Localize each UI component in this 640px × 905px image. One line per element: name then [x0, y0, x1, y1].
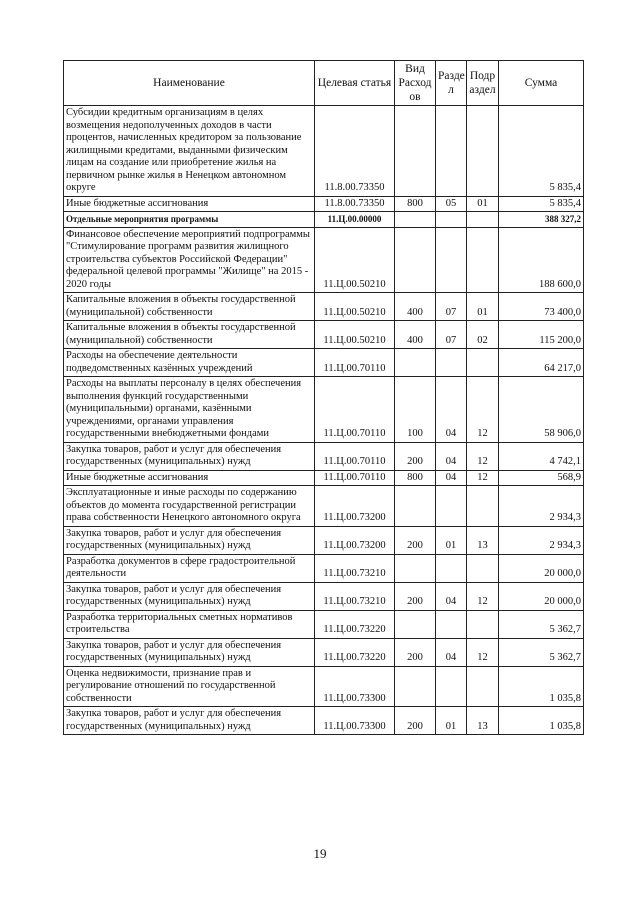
row-sum: 2 934,3	[499, 486, 584, 527]
header-target: Целевая статья	[315, 61, 395, 106]
row-vid	[395, 106, 436, 197]
table-row	[64, 442, 584, 470]
row-name: Разработка документов в сфере градостроительной деятельности	[64, 554, 315, 582]
header-name: Наименование	[64, 61, 315, 106]
row-name: Разработка территориальных сметных нормативов строительства	[64, 610, 315, 638]
row-podrazdel: 02	[467, 321, 499, 349]
table-row	[64, 610, 584, 638]
row-sum: 5 362,7	[499, 610, 584, 638]
row-target: 11.Ц.00.50210	[315, 321, 395, 349]
row-podrazdel: 12	[467, 442, 499, 470]
row-target: 11.Ц.00.70110	[315, 442, 395, 470]
row-vid	[395, 554, 436, 582]
row-razdel	[436, 554, 467, 582]
row-vid: 200	[395, 707, 436, 735]
row-sum: 5 362,7	[499, 638, 584, 666]
row-razdel: 04	[436, 470, 467, 486]
row-name: Расходы на выплаты персоналу в целях обеспечения выполнения функций государственными (муниципальными) органами, казёнными учреждениями, органами управления государственными внебюджетными фондами	[64, 377, 315, 443]
row-vid: 800	[395, 196, 436, 212]
table-row	[64, 227, 584, 293]
row-name: Капитальные вложения в объекты государственной (муниципальной) собственности	[64, 293, 315, 321]
row-vid	[395, 666, 436, 707]
row-target: 11.Ц.00.70110	[315, 349, 395, 377]
row-name: Отдельные мероприятия программы	[64, 212, 315, 228]
row-razdel	[436, 106, 467, 197]
row-podrazdel: 12	[467, 638, 499, 666]
row-vid: 200	[395, 638, 436, 666]
row-name: Оценка недвижимости, признание прав и регулирование отношений по государственной собственности	[64, 666, 315, 707]
row-sum: 58 906,0	[499, 377, 584, 443]
row-vid: 200	[395, 526, 436, 554]
table-row	[64, 321, 584, 349]
row-target: 11.8.00.73350	[315, 196, 395, 212]
table-row	[64, 196, 584, 212]
row-sum: 188 600,0	[499, 227, 584, 293]
row-vid: 800	[395, 470, 436, 486]
header-vid: Вид Расход ов	[395, 61, 436, 106]
header-razdel: Разде л	[436, 61, 467, 106]
budget-table	[63, 60, 584, 735]
row-target: 11.8.00.73350	[315, 106, 395, 197]
row-razdel	[436, 349, 467, 377]
table-header-row	[64, 61, 584, 106]
row-vid: 100	[395, 377, 436, 443]
row-name: Иные бюджетные ассигнования	[64, 470, 315, 486]
row-razdel: 01	[436, 526, 467, 554]
table-row	[64, 486, 584, 527]
table-row	[64, 377, 584, 443]
row-podrazdel: 01	[467, 293, 499, 321]
table-row-section	[64, 212, 584, 228]
table-row	[64, 526, 584, 554]
row-target: 11.Ц.00.73200	[315, 486, 395, 527]
row-sum: 73 400,0	[499, 293, 584, 321]
row-podrazdel	[467, 554, 499, 582]
table-row	[64, 638, 584, 666]
row-target: 11.Ц.00.70110	[315, 470, 395, 486]
row-name: Закупка товаров, работ и услуг для обеспечения государственных (муниципальных) нужд	[64, 707, 315, 735]
row-target: 11.Ц.00.73300	[315, 666, 395, 707]
row-sum: 5 835,4	[499, 106, 584, 197]
table-body	[64, 106, 584, 735]
row-target: 11.Ц.00.00000	[315, 212, 395, 228]
row-podrazdel: 13	[467, 526, 499, 554]
row-razdel: 04	[436, 442, 467, 470]
row-podrazdel	[467, 610, 499, 638]
row-vid: 400	[395, 321, 436, 349]
table-row	[64, 293, 584, 321]
row-vid: 200	[395, 442, 436, 470]
row-razdel	[436, 486, 467, 527]
header-sum: Сумма	[499, 61, 584, 106]
row-podrazdel: 01	[467, 196, 499, 212]
row-vid	[395, 486, 436, 527]
table-row	[64, 554, 584, 582]
row-target: 11.Ц.00.73300	[315, 707, 395, 735]
row-podrazdel	[467, 212, 499, 228]
row-name: Закупка товаров, работ и услуг для обеспечения государственных (муниципальных) нужд	[64, 638, 315, 666]
row-razdel	[436, 227, 467, 293]
row-podrazdel	[467, 666, 499, 707]
row-target: 11.Ц.00.73220	[315, 638, 395, 666]
row-sum: 1 035,8	[499, 707, 584, 735]
row-name: Закупка товаров, работ и услуг для обеспечения государственных (муниципальных) нужд	[64, 442, 315, 470]
row-podrazdel: 13	[467, 707, 499, 735]
table-row	[64, 582, 584, 610]
row-razdel: 07	[436, 293, 467, 321]
row-name: Закупка товаров, работ и услуг для обеспечения государственных (муниципальных) нужд	[64, 526, 315, 554]
row-target: 11.Ц.00.73210	[315, 554, 395, 582]
row-target: 11.Ц.00.70110	[315, 377, 395, 443]
row-vid	[395, 610, 436, 638]
row-vid	[395, 349, 436, 377]
table-row	[64, 666, 584, 707]
row-razdel: 01	[436, 707, 467, 735]
row-razdel: 05	[436, 196, 467, 212]
row-sum: 4 742,1	[499, 442, 584, 470]
row-vid: 400	[395, 293, 436, 321]
row-razdel: 04	[436, 638, 467, 666]
row-podrazdel: 12	[467, 582, 499, 610]
row-sum: 5 835,4	[499, 196, 584, 212]
row-vid: 200	[395, 582, 436, 610]
row-podrazdel	[467, 486, 499, 527]
page-number: 19	[313, 846, 327, 861]
row-vid	[395, 212, 436, 228]
row-razdel	[436, 212, 467, 228]
row-name: Капитальные вложения в объекты государственной (муниципальной) собственности	[64, 321, 315, 349]
header-podrazdel: Подр аздел	[467, 61, 499, 106]
row-razdel	[436, 610, 467, 638]
row-target: 11.Ц.00.73210	[315, 582, 395, 610]
row-vid	[395, 227, 436, 293]
row-sum: 388 327,2	[499, 212, 584, 228]
row-sum: 64 217,0	[499, 349, 584, 377]
row-target: 11.Ц.00.73200	[315, 526, 395, 554]
row-target: 11.Ц.00.50210	[315, 227, 395, 293]
table-row	[64, 470, 584, 486]
row-name: Расходы на обеспечение деятельности подведомственных казённых учреждений	[64, 349, 315, 377]
row-name: Эксплуатационные и иные расходы по содержанию объектов до момента государственной регистрации права собственности Ненецкого автономного округа	[64, 486, 315, 527]
row-name: Субсидии кредитным организациям в целях возмещения недополученных доходов в части процентов, начисленных кредитором за пользование жилищными кредитами, выданными физическим лицам на создание или приобретение жилья на первичном рынке жилья в Ненецком автономном округе	[64, 106, 315, 197]
row-razdel	[436, 666, 467, 707]
row-podrazdel	[467, 227, 499, 293]
row-sum: 20 000,0	[499, 582, 584, 610]
row-razdel: 07	[436, 321, 467, 349]
row-podrazdel	[467, 349, 499, 377]
row-target: 11.Ц.00.73220	[315, 610, 395, 638]
row-sum: 1 035,8	[499, 666, 584, 707]
row-name: Финансовое обеспечение мероприятий подпрограммы "Стимулирование программ развития жилищного строительства субъектов Российской Федерации" федеральной целевой программы "Жилище" на 2015 - 2020 годы	[64, 227, 315, 293]
table-row	[64, 106, 584, 197]
row-target: 11.Ц.00.50210	[315, 293, 395, 321]
row-sum: 20 000,0	[499, 554, 584, 582]
row-podrazdel	[467, 106, 499, 197]
row-sum: 115 200,0	[499, 321, 584, 349]
row-name: Иные бюджетные ассигнования	[64, 196, 315, 212]
row-razdel: 04	[436, 582, 467, 610]
row-name: Закупка товаров, работ и услуг для обеспечения государственных (муниципальных) нужд	[64, 582, 315, 610]
row-podrazdel: 12	[467, 377, 499, 443]
table-row	[64, 349, 584, 377]
table-row	[64, 707, 584, 735]
row-sum: 568,9	[499, 470, 584, 486]
row-podrazdel: 12	[467, 470, 499, 486]
row-sum: 2 934,3	[499, 526, 584, 554]
row-razdel: 04	[436, 377, 467, 443]
